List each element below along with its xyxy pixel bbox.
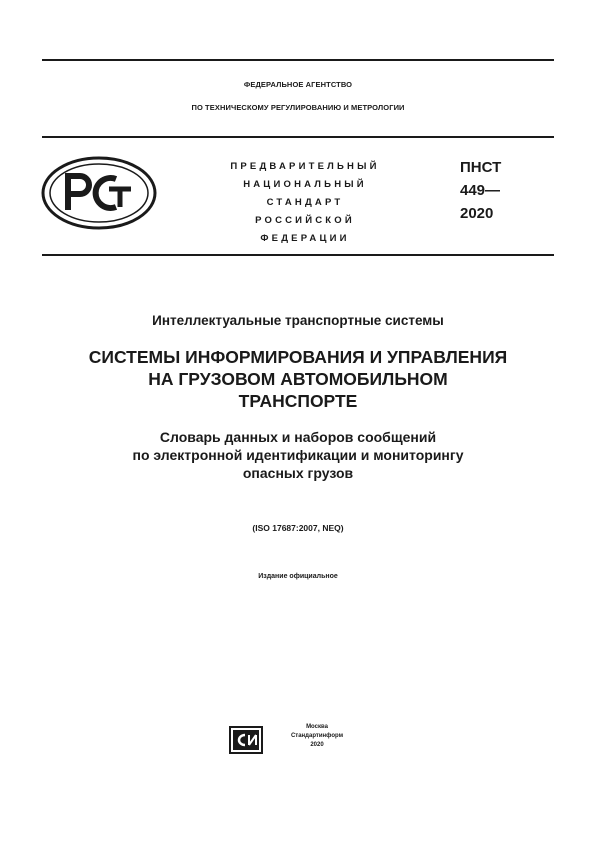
logo-rule [42, 254, 554, 256]
standard-type-line: РОССИЙСКОЙ [255, 215, 355, 226]
publisher-year: 2020 [310, 742, 324, 748]
title-line: СИСТЕМЫ ИНФОРМИРОВАНИЯ И УПРАВЛЕНИЯ [88, 347, 508, 367]
designation-code: ПНСТ [460, 159, 502, 176]
standartinform-logo-icon [229, 726, 263, 754]
standard-designation [460, 156, 501, 225]
description-line: Словарь данных и наборов сообщений [159, 429, 437, 445]
publisher-city: Москва [306, 724, 328, 730]
document-title [42, 346, 554, 412]
standard-type-line: ПРЕДВАРИТЕЛЬНЫЙ [230, 161, 380, 172]
publisher-info [285, 723, 349, 750]
document-description [42, 428, 554, 482]
header-rule [42, 136, 554, 138]
gost-r-logo-icon [40, 155, 158, 231]
standard-type-line: ФЕДЕРАЦИИ [260, 233, 350, 244]
edition-note: Издание официальное [258, 573, 338, 580]
iso-reference: (ISO 17687:2007, NEQ) [252, 523, 344, 533]
designation-number: 449— [460, 182, 501, 199]
description-line: по электронной идентификации и мониторингу [132, 447, 464, 463]
document-subtitle: Интеллектуальные транспортные системы [152, 313, 444, 328]
standard-type-block [205, 158, 405, 248]
agency-name-line2: ПО ТЕХНИЧЕСКОМУ РЕГУЛИРОВАНИЮ И МЕТРОЛОГИИ [191, 103, 405, 112]
designation-year: 2020 [460, 205, 494, 222]
top-rule [42, 59, 554, 61]
publisher-name: Стандартинформ [290, 733, 344, 739]
title-line: ТРАНСПОРТЕ [238, 391, 358, 411]
description-line: опасных грузов [242, 465, 354, 481]
title-line: НА ГРУЗОВОМ АВТОМОБИЛЬНОМ [148, 369, 448, 389]
standard-type-line: СТАНДАРТ [266, 197, 344, 208]
standard-type-line: НАЦИОНАЛЬНЫЙ [243, 179, 367, 190]
agency-name-line1: ФЕДЕРАЛЬНОЕ АГЕНТСТВО [243, 80, 353, 89]
